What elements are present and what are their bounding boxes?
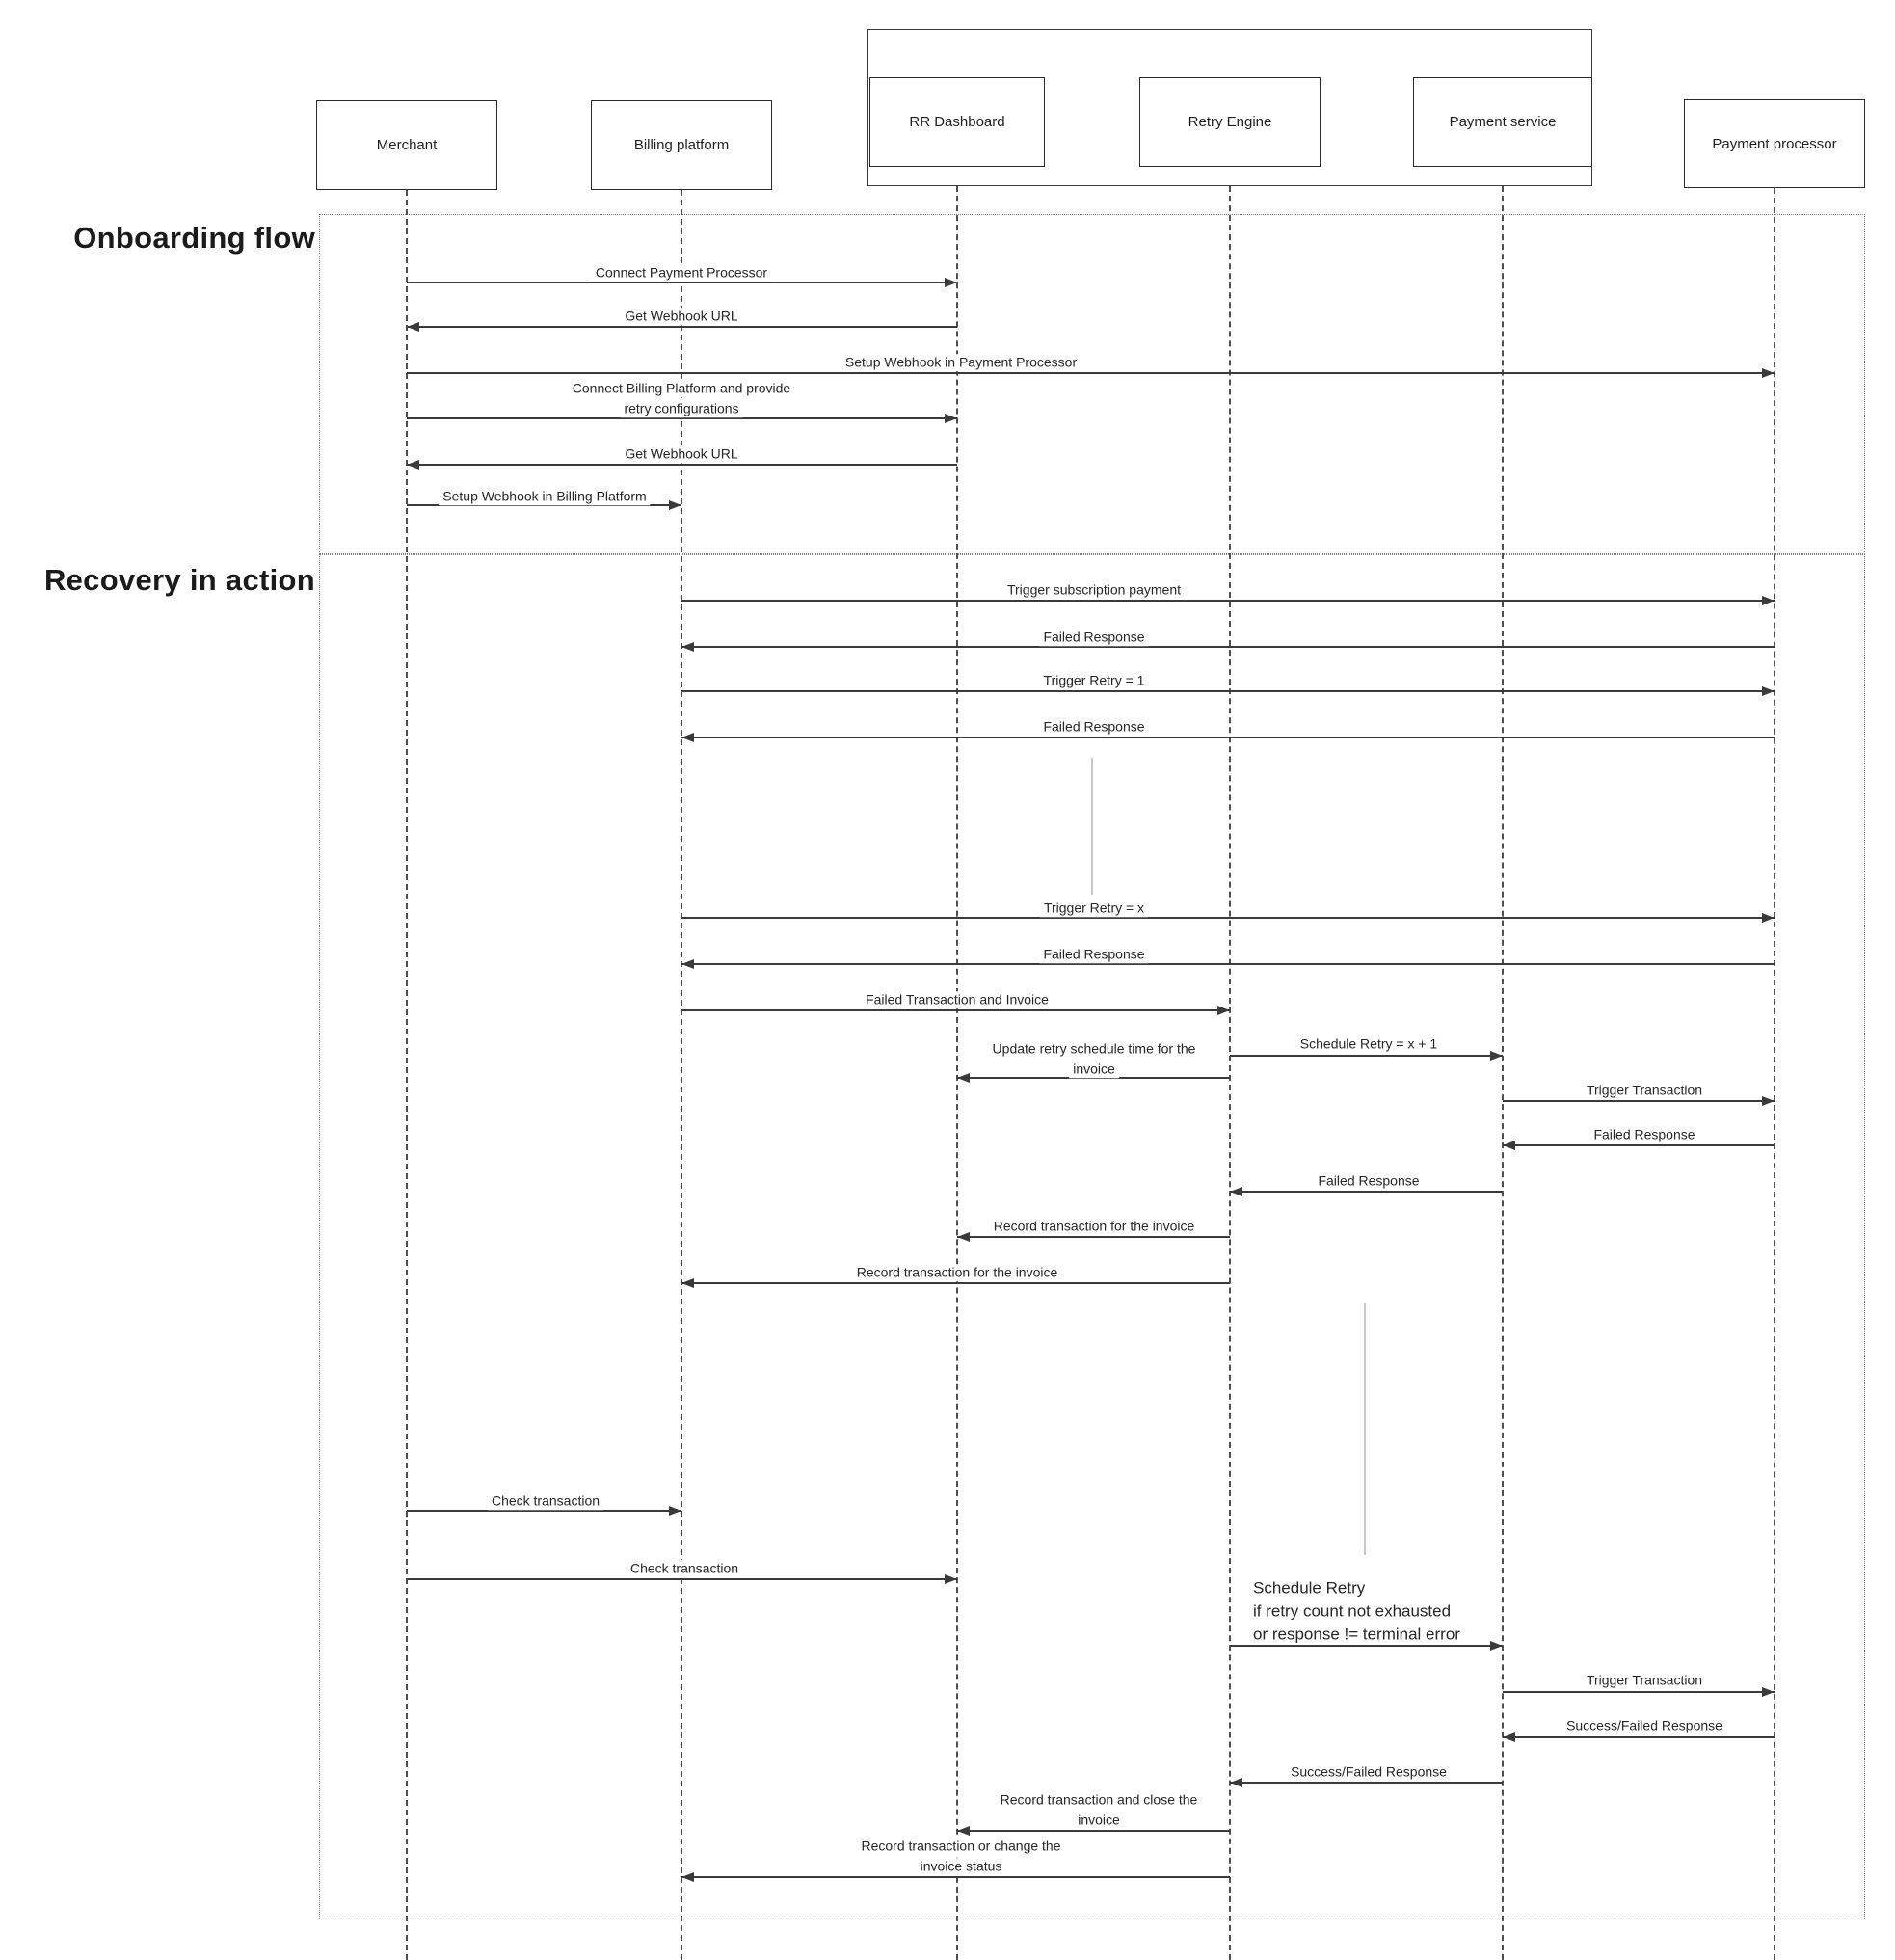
message-label-20: Record transaction for the invoice: [853, 1264, 1062, 1281]
message-line-20: [681, 1282, 1230, 1284]
participant-billing-platform: [591, 100, 772, 190]
message-line-8: [681, 646, 1775, 648]
arrowhead-icon: [945, 414, 957, 423]
arrowhead-icon: [1762, 368, 1775, 378]
message-label-18: Failed Response: [1314, 1172, 1423, 1190]
message-line-28: [681, 1876, 1230, 1878]
arrowhead-icon: [1762, 913, 1775, 923]
participant-retry-engine: [1139, 77, 1321, 167]
message-line-9: [681, 690, 1775, 692]
message-line-21: [407, 1510, 681, 1512]
lifeline-merchant: [406, 190, 408, 1960]
message-label-28: invoice status: [917, 1858, 1006, 1875]
participant-label-payment-service: Payment service: [1449, 114, 1557, 130]
message-label-28: Record transaction or change the: [857, 1838, 1064, 1855]
message-label-2: Get Webhook URL: [621, 308, 741, 325]
message-line-14: [1230, 1055, 1503, 1057]
message-label-10: Failed Response: [1039, 718, 1148, 736]
message-label-13: Failed Transaction and Invoice: [862, 991, 1053, 1008]
arrowhead-icon: [957, 1073, 970, 1083]
message-label-9: Trigger Retry = 1: [1040, 672, 1149, 689]
arrowhead-icon: [1762, 1096, 1775, 1106]
message-label-17: Failed Response: [1589, 1126, 1698, 1143]
message-label-22: Check transaction: [627, 1560, 742, 1577]
message-label-27: invoice: [1074, 1812, 1124, 1829]
message-line-4: [407, 417, 957, 419]
participant-merchant: [316, 100, 497, 190]
message-line-16: [1503, 1100, 1775, 1102]
message-label-27: Record transaction and close the: [997, 1791, 1202, 1809]
message-line-27: [957, 1830, 1230, 1832]
message-line-17: [1503, 1144, 1775, 1146]
arrowhead-icon: [1762, 596, 1775, 605]
participant-payment-processor: [1684, 99, 1865, 188]
message-line-22: [407, 1578, 957, 1580]
message-label-15: Update retry schedule time for the: [989, 1040, 1200, 1058]
message-line-1: [407, 282, 957, 283]
message-label-11: Trigger Retry = x: [1040, 899, 1148, 917]
message-line-5: [407, 464, 957, 466]
message-line-18: [1230, 1191, 1503, 1193]
participant-label-rr-dashboard: RR Dashboard: [909, 114, 1005, 130]
message-line-7: [681, 600, 1775, 602]
message-label-1: Connect Payment Processor: [592, 264, 771, 282]
message-line-23: [1230, 1645, 1503, 1647]
arrowhead-icon: [669, 500, 681, 510]
arrowhead-icon: [681, 733, 694, 742]
participant-label-payment-processor: Payment processor: [1712, 135, 1837, 152]
arrowhead-icon: [1503, 1141, 1515, 1150]
message-line-24: [1503, 1691, 1775, 1693]
message-label-3: Setup Webhook in Payment Processor: [841, 354, 1081, 371]
arrowhead-icon: [957, 1232, 970, 1242]
message-label-24: Trigger Transaction: [1583, 1672, 1706, 1689]
arrowhead-icon: [681, 1872, 694, 1882]
message-line-19: [957, 1236, 1230, 1238]
message-line-10: [681, 737, 1775, 738]
arrowhead-icon: [957, 1826, 970, 1836]
arrowhead-icon: [945, 278, 957, 287]
arrowhead-icon: [681, 959, 694, 969]
message-line-13: [681, 1009, 1230, 1011]
message-label-7: Trigger subscription payment: [1003, 581, 1185, 599]
lifeline-rr-dashboard: [956, 167, 958, 1960]
message-line-11: [681, 917, 1775, 919]
arrowhead-icon: [945, 1574, 957, 1584]
message-label-4: Connect Billing Platform and provide: [569, 380, 794, 397]
message-label-23: if retry count not exhausted: [1249, 1600, 1455, 1621]
section-title-onboarding: Onboarding flow: [73, 221, 315, 255]
message-label-15: invoice: [1069, 1061, 1119, 1078]
continuation-line-1: [1091, 758, 1093, 895]
arrowhead-icon: [1762, 1687, 1775, 1697]
section-title-recovery: Recovery in action: [43, 563, 315, 597]
arrowhead-icon: [407, 322, 419, 332]
arrowhead-icon: [1217, 1006, 1230, 1015]
message-line-26: [1230, 1782, 1503, 1784]
arrowhead-icon: [1230, 1778, 1242, 1787]
message-label-26: Success/Failed Response: [1287, 1763, 1451, 1781]
message-line-2: [407, 326, 957, 328]
arrowhead-icon: [407, 460, 419, 470]
message-label-4: retry configurations: [620, 400, 742, 417]
message-label-19: Record transaction for the invoice: [990, 1218, 1199, 1235]
arrowhead-icon: [681, 1278, 694, 1288]
message-label-8: Failed Response: [1039, 629, 1148, 646]
arrowhead-icon: [1503, 1732, 1515, 1742]
message-label-16: Trigger Transaction: [1583, 1082, 1706, 1099]
arrowhead-icon: [669, 1506, 681, 1516]
message-label-21: Check transaction: [488, 1492, 603, 1510]
message-label-5: Get Webhook URL: [621, 445, 741, 463]
message-line-25: [1503, 1736, 1775, 1738]
message-label-23: Schedule Retry: [1249, 1577, 1369, 1598]
message-label-14: Schedule Retry = x + 1: [1296, 1035, 1441, 1053]
message-label-6: Setup Webhook in Billing Platform: [439, 488, 650, 505]
participant-payment-service: [1413, 77, 1592, 167]
arrowhead-icon: [681, 642, 694, 652]
lifeline-retry-engine: [1229, 167, 1231, 1960]
arrowhead-icon: [1490, 1641, 1503, 1651]
arrowhead-icon: [1230, 1187, 1242, 1196]
participant-label-billing-platform: Billing platform: [633, 137, 730, 153]
message-label-12: Failed Response: [1039, 946, 1148, 963]
message-line-12: [681, 963, 1775, 965]
participant-label-merchant: Merchant: [376, 137, 438, 153]
message-label-25: Success/Failed Response: [1562, 1717, 1726, 1734]
message-label-23: or response != terminal error: [1249, 1624, 1464, 1644]
arrowhead-icon: [1762, 686, 1775, 696]
participant-rr-dashboard: [869, 77, 1045, 167]
arrowhead-icon: [1490, 1051, 1503, 1061]
message-line-3: [407, 372, 1775, 374]
continuation-line-2: [1364, 1303, 1366, 1555]
participant-label-retry-engine: Retry Engine: [1188, 114, 1272, 130]
